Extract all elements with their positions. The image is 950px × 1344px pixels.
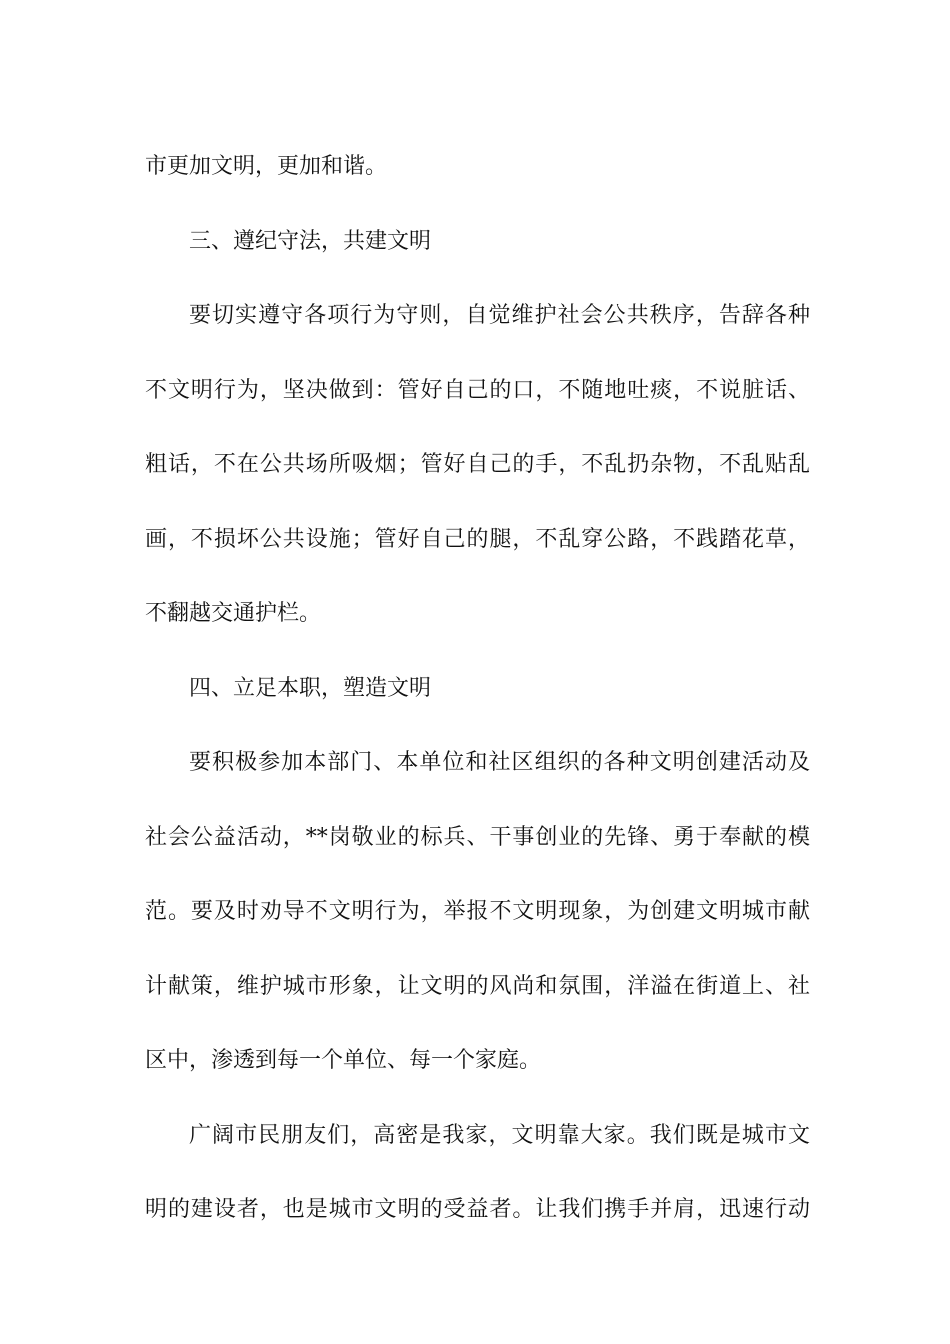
section-heading-3: 三、遵纪守法，共建文明 (189, 228, 432, 254)
document-body (145, 130, 810, 1248)
text-line-14: 广阔市民朋友们，高密是我家，文明靠大家。我们既是城市文 (189, 1122, 810, 1148)
text-line-9: 要积极参加本部门、本单位和社区组织的各种文明创建活动及 (189, 750, 810, 775)
text-line-4: 不文明行为，坚决做到：管好自己的口，不随地吐痰，不说脏话、 (145, 377, 810, 403)
text-line-12: 计献策，维护城市形象，让文明的风尚和氛围，洋溢在街道上、社 (145, 973, 810, 999)
text-line-1: 市更加文明，更加和谐。 (145, 154, 388, 179)
text-line-15: 明的建设者，也是城市文明的受益者。让我们携手并肩，迅速行动 (145, 1197, 810, 1222)
section-heading-4: 四、立足本职，塑造文明 (189, 675, 432, 701)
text-line-13: 区中，渗透到每一个单位、每一个家庭。 (145, 1048, 542, 1073)
text-line-6: 画，不损坏公共设施；管好自己的腿，不乱穿公路，不践踏花草， (145, 526, 810, 552)
text-line-11: 范。要及时劝导不文明行为，举报不文明现象，为创建文明城市献 (145, 899, 810, 924)
text-line-3: 要切实遵守各项行为守则，自觉维护社会公共秩序，告辞各种 (189, 303, 810, 328)
text-line-7: 不翻越交通护栏。 (145, 601, 322, 626)
text-line-10: 社会公益活动，**岗敬业的标兵、干事创业的先锋、勇于奉献的模 (145, 824, 810, 850)
text-line-5: 粗话，不在公共场所吸烟；管好自己的手，不乱扔杂物，不乱贴乱 (145, 452, 810, 477)
